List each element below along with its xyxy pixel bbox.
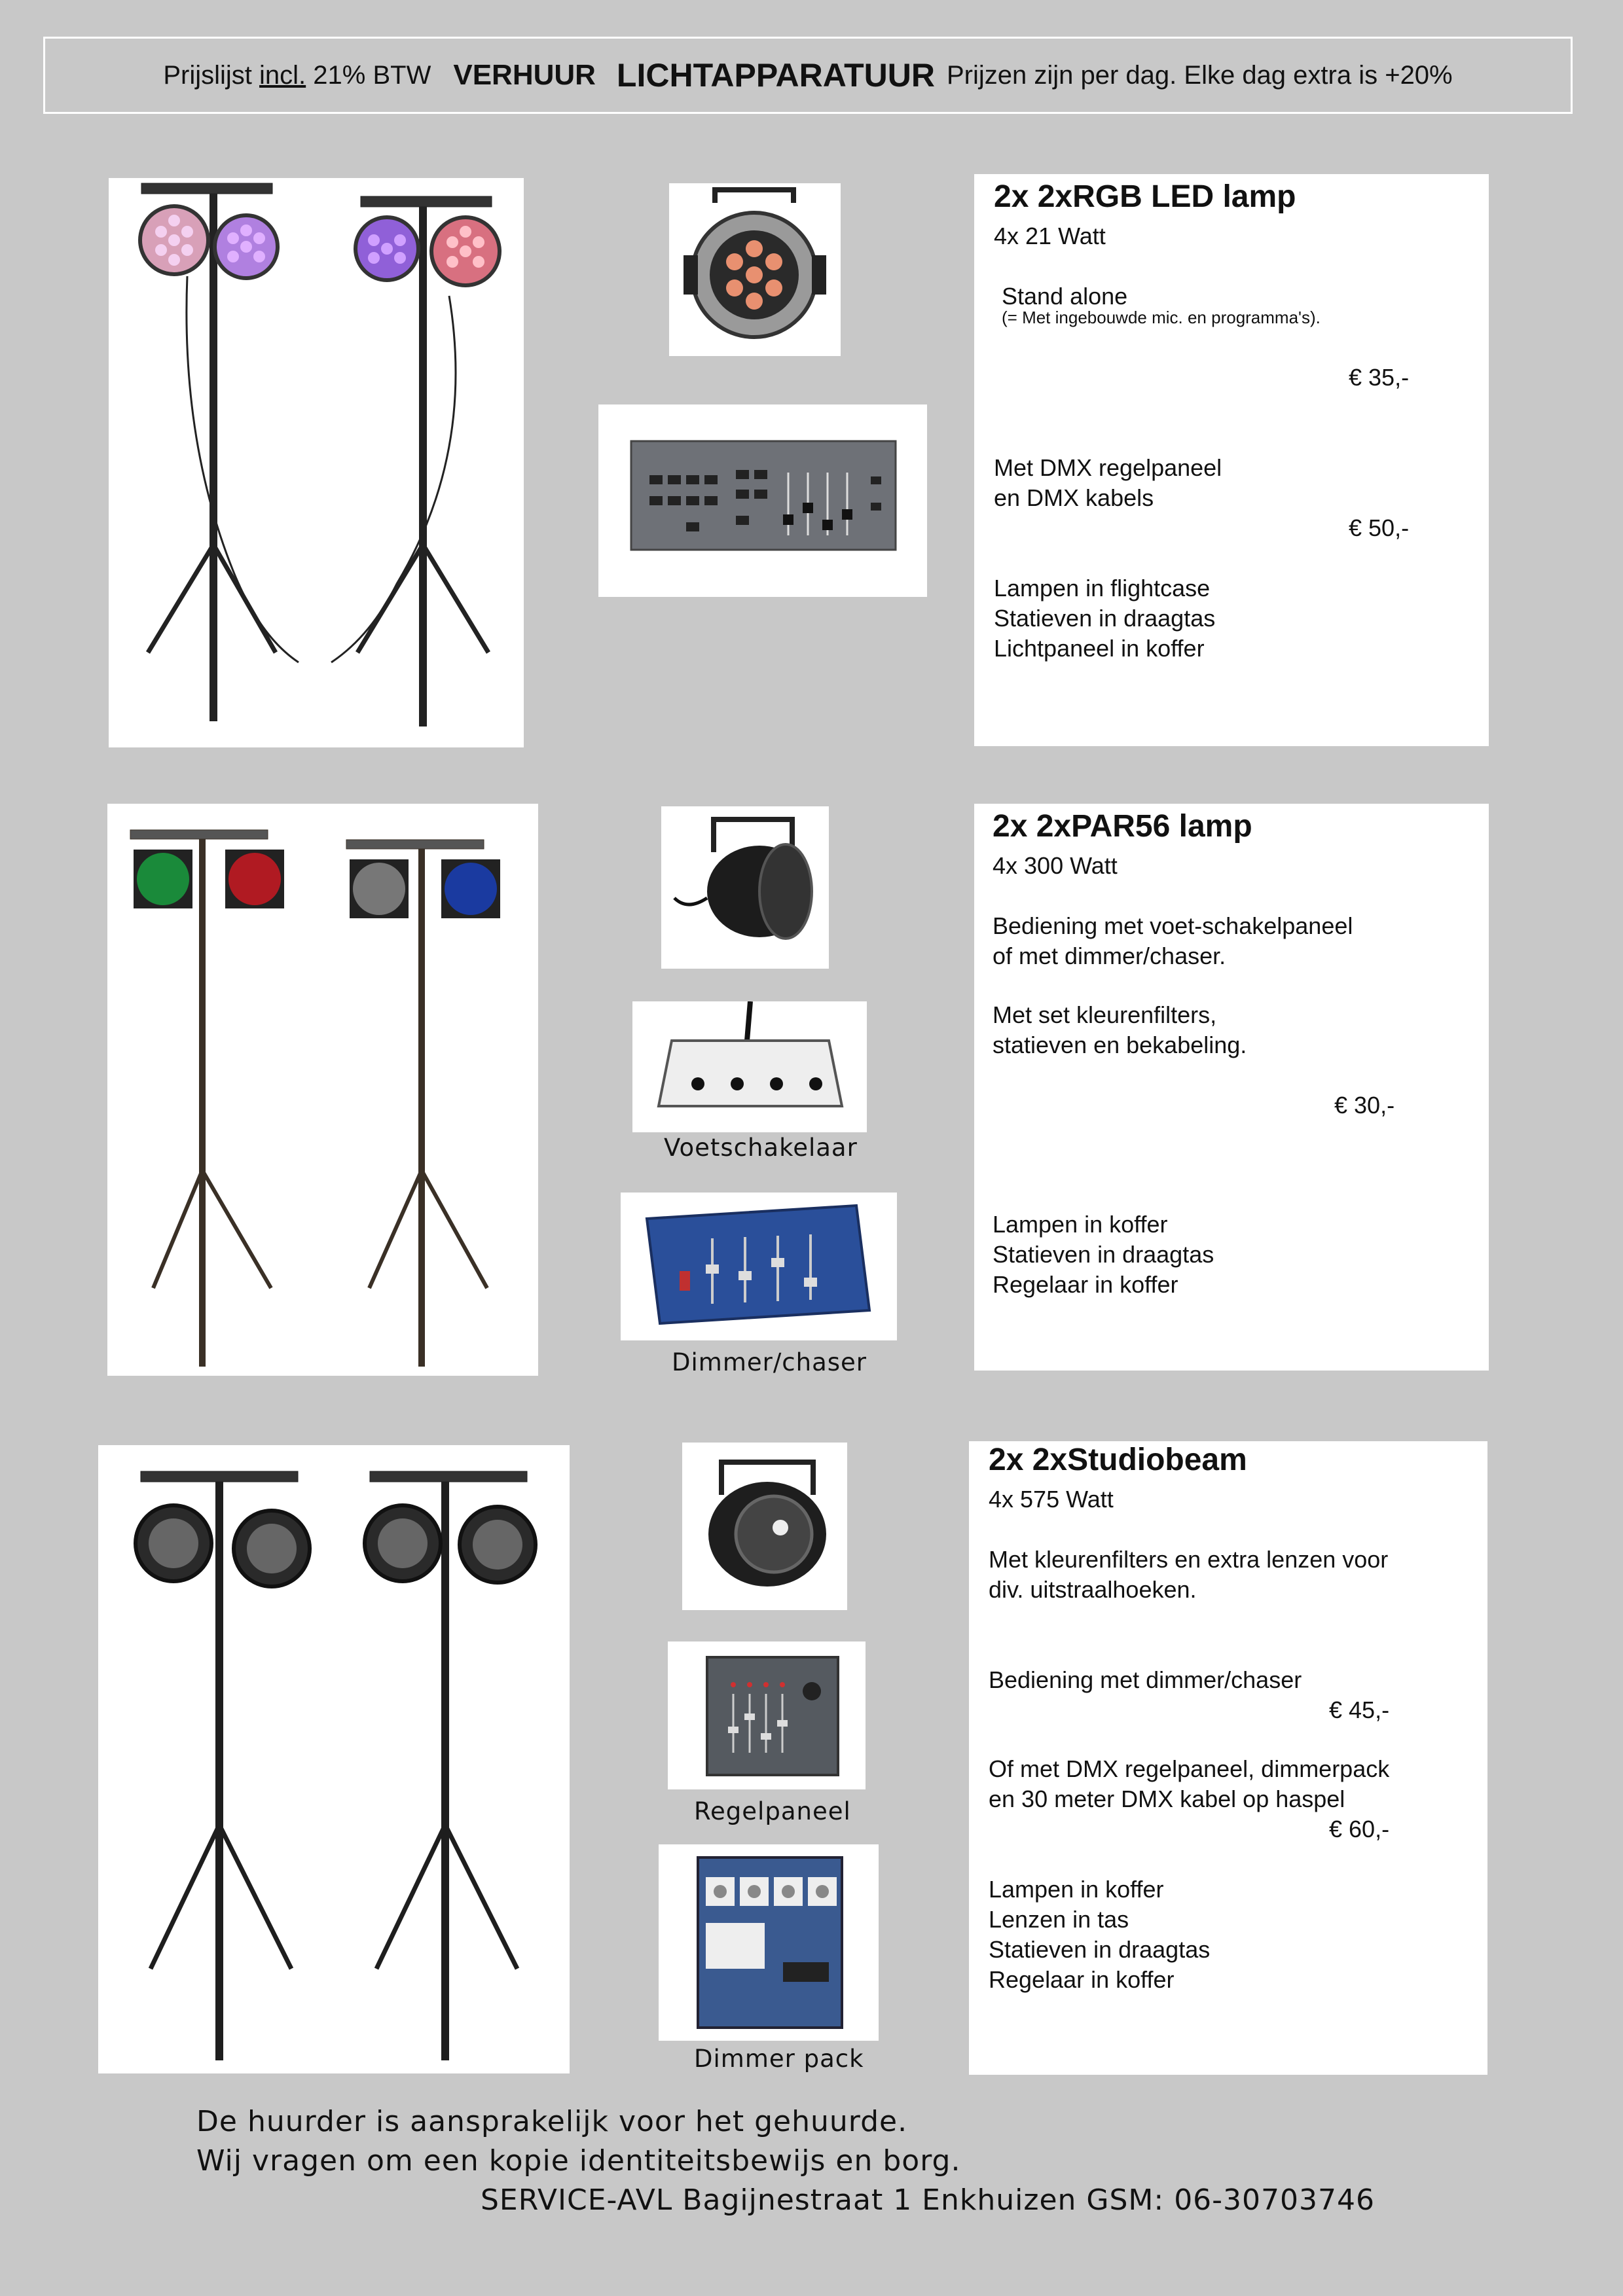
studiobeam-pack-2: Lenzen in tas: [989, 1906, 1129, 1933]
par56-pack-2: Statieven in draagtas: [993, 1241, 1214, 1268]
par56-pack-1: Lampen in koffer: [993, 1211, 1168, 1238]
led-pack-1: Lampen in flightcase: [994, 575, 1211, 601]
led-option-note: (= Met ingebouwde mic. en programma's).: [1002, 308, 1321, 327]
caption-dimmer-pack: Dimmer pack: [694, 2045, 864, 2073]
dimmer-pack-photo: [659, 1844, 879, 2041]
footer-liability: De huurder is aansprakelijk voor het gehuurde.: [196, 2105, 908, 2138]
led-option-dmx-2: en DMX kabels: [994, 484, 1154, 511]
led-watt: 4x 21 Watt: [994, 223, 1106, 249]
led-pack-2: Statieven in draagtas: [994, 605, 1216, 632]
led-info-box: [974, 174, 1489, 746]
par56-desc-4: statieven en bekabeling.: [993, 1031, 1247, 1058]
par56-title: 2x 2xPAR56 lamp: [993, 809, 1252, 844]
par56-stands-photo: [107, 804, 538, 1376]
par56-info-box: [974, 804, 1489, 1371]
header-verhuur: VERHUUR: [453, 59, 596, 91]
led-operator-photo: [598, 404, 927, 597]
studiobeam-desc-5: en 30 meter DMX kabel op haspel: [989, 1785, 1345, 1812]
studiobeam-pack-1: Lampen in koffer: [989, 1876, 1164, 1903]
studiobeam-pack-4: Regelaar in koffer: [989, 1966, 1175, 1993]
par56-lamp-photo: [661, 806, 829, 969]
footer-id-request: Wij vragen om een kopie identiteitsbewijs en borg.: [196, 2144, 961, 2178]
footswitch-photo: [632, 1001, 867, 1132]
par56-watt: 4x 300 Watt: [993, 852, 1118, 879]
header-btw: 21% BTW: [313, 60, 431, 90]
led-option-dmx-1: Met DMX regelpaneel: [994, 454, 1222, 481]
caption-regelpaneel: Regelpaneel: [694, 1797, 851, 1825]
studiobeam-desc-1: Met kleurenfilters en extra lenzen voor: [989, 1546, 1389, 1573]
par56-desc-3: Met set kleurenfilters,: [993, 1001, 1217, 1028]
led-pack-3: Lichtpaneel in koffer: [994, 635, 1205, 662]
studiobeam-stands-photo: [98, 1445, 570, 2073]
studiobeam-lamp-photo: [682, 1443, 847, 1610]
page-header: [43, 37, 1573, 114]
par56-pack-3: Regelaar in koffer: [993, 1271, 1178, 1298]
dimmer-chaser-photo: [621, 1193, 897, 1340]
studiobeam-desc-2: div. uitstraalhoeken.: [989, 1576, 1197, 1603]
footer-contact: SERVICE-AVL Bagijnestraat 1 Enkhuizen GSM: 06-30703746: [481, 2183, 1376, 2217]
studiobeam-pack-3: Statieven in draagtas: [989, 1936, 1211, 1963]
header-prefix: Prijslijst: [163, 60, 252, 90]
studiobeam-desc-4: Of met DMX regelpaneel, dimmerpack: [989, 1755, 1390, 1782]
studiobeam-price-dimmer: € 45,-: [1329, 1696, 1390, 1723]
par56-desc-2: of met dimmer/chaser.: [993, 942, 1226, 969]
studiobeam-price-dmx: € 60,-: [1329, 1816, 1390, 1842]
page-title: LICHTAPPARATUUR: [616, 57, 935, 94]
lite-puter-photo: [668, 1641, 866, 1789]
caption-dimmer-chaser: Dimmer/chaser: [672, 1348, 867, 1376]
led-price-standalone: € 35,-: [1349, 364, 1410, 391]
studiobeam-info-box: [969, 1441, 1487, 2075]
led-price-dmx: € 50,-: [1349, 514, 1410, 541]
studiobeam-watt: 4x 575 Watt: [989, 1486, 1114, 1513]
led-par-photo: [669, 183, 841, 356]
header-note: Prijzen zijn per dag. Elke dag extra is +20%: [946, 60, 1453, 90]
caption-footswitch: Voetschakelaar: [664, 1134, 858, 1162]
par56-desc-1: Bediening met voet-schakelpaneel: [993, 912, 1353, 939]
studiobeam-title: 2x 2xStudiobeam: [989, 1443, 1247, 1477]
par56-price: € 30,-: [1334, 1092, 1395, 1119]
header-incl: incl.: [259, 60, 306, 90]
led-title: 2x 2xRGB LED lamp: [994, 179, 1296, 214]
studiobeam-desc-3: Bediening met dimmer/chaser: [989, 1666, 1302, 1693]
led-option-standalone: Stand alone: [1002, 283, 1128, 310]
led-stands-photo: [109, 178, 524, 747]
